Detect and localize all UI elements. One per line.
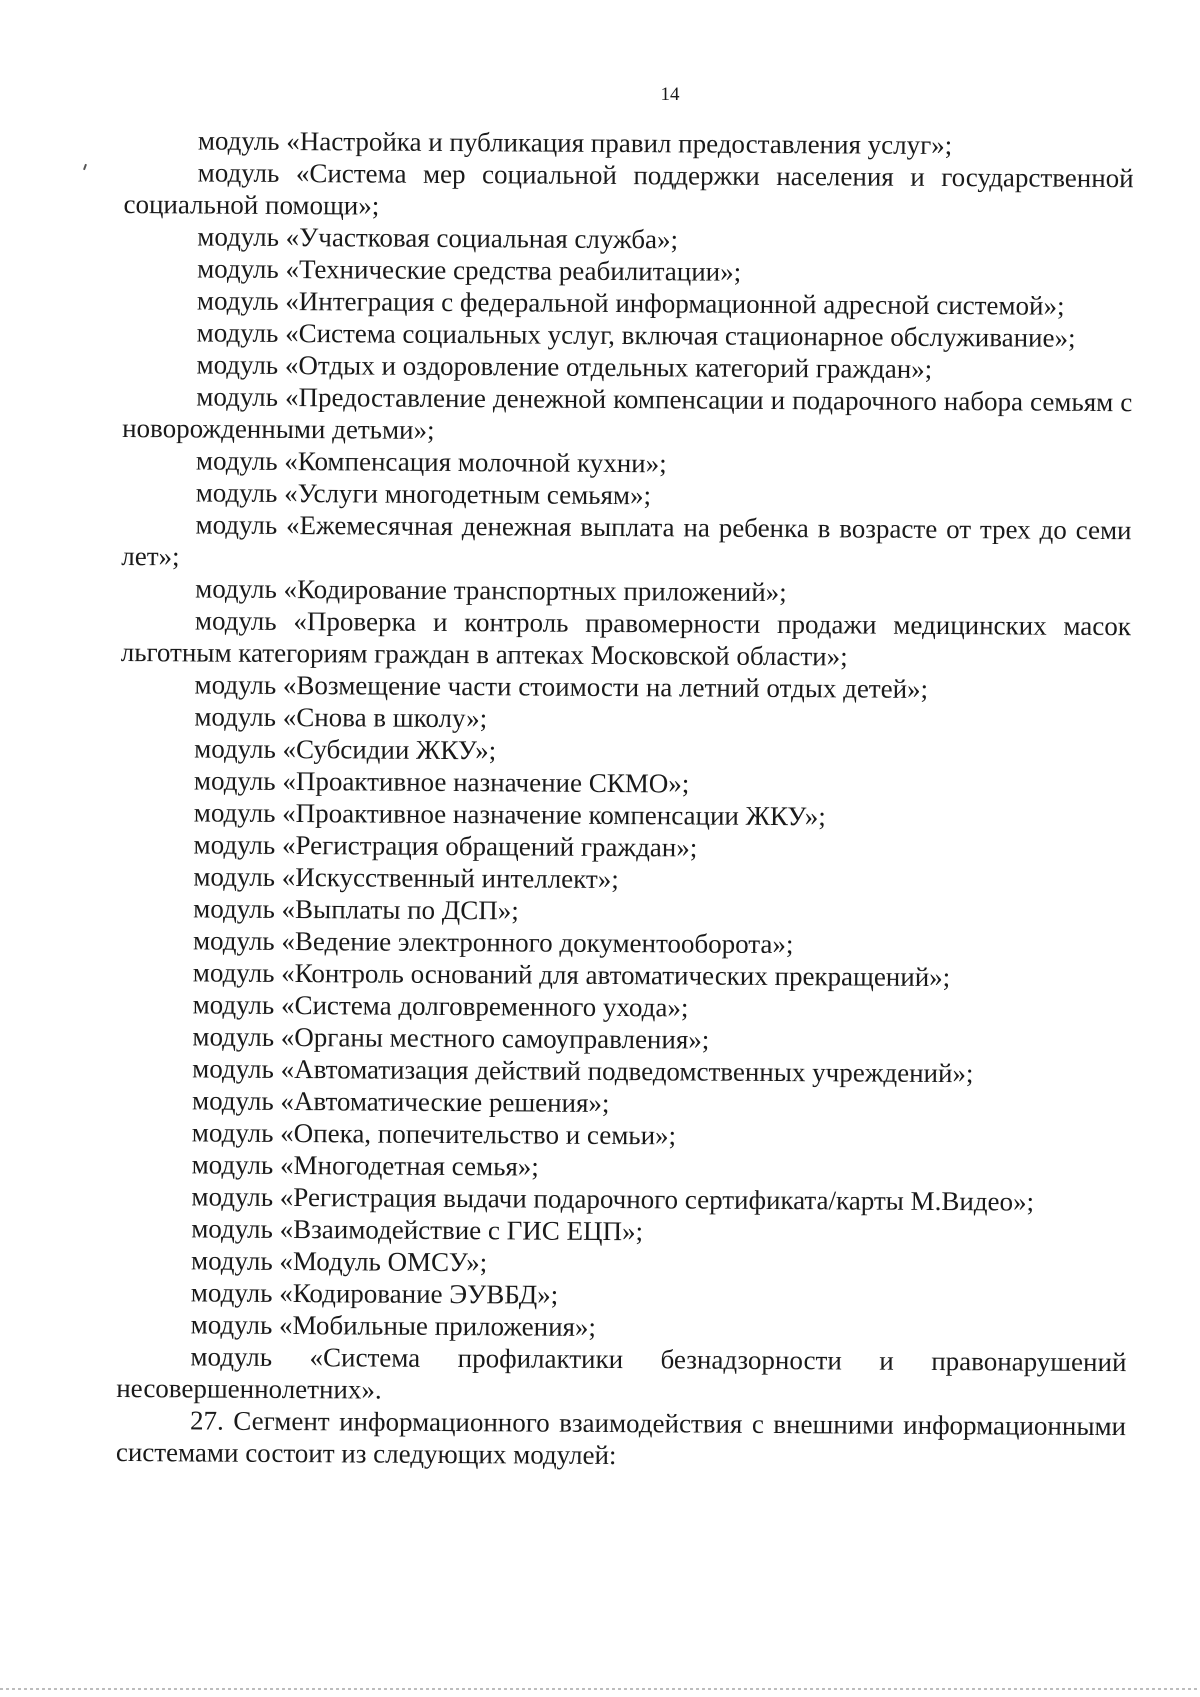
paragraph: модуль «Кодирование транспортных приложений»; — [195, 573, 787, 608]
paragraph: модуль «Проактивное назначение СКМО»; — [193, 765, 690, 799]
paragraph: модуль «Предоставление денежной компенсации и подарочного набора семьям с новорожденными детьми»; — [122, 381, 1133, 445]
scan-bottom-edge — [0, 1688, 1200, 1690]
scan-mark — [83, 164, 87, 170]
paragraph: модуль «Автоматические решения»; — [191, 1085, 610, 1118]
paragraph: модуль «Кодирование ЭУВБД»; — [190, 1277, 559, 1310]
paragraph: модуль «Интеграция с федеральной информационной адресной системой»; — [196, 285, 1065, 321]
paragraph: модуль «Искусственный интеллект»; — [193, 861, 619, 895]
paragraph: модуль «Регистрация выдачи подарочного сертификата/карты М.Видео»; — [191, 1181, 1035, 1217]
paragraph: модуль «Технические средства реабилитации»; — [197, 253, 742, 287]
paragraph: модуль «Взаимодействие с ГИС ЕЦП»; — [191, 1213, 644, 1247]
paragraph: модуль «Многодетная семья»; — [191, 1149, 539, 1182]
paragraph: модуль «Настройка и публикация правил предоставления услуг»; — [197, 125, 953, 161]
paragraph: модуль «Модуль ОМСУ»; — [190, 1245, 488, 1278]
paragraph: модуль «Участковая социальная служба»; — [197, 221, 679, 255]
paragraph: модуль «Субсидии ЖКУ»; — [194, 733, 497, 766]
paragraph: модуль «Система мер социальной поддержки населения и государственной социальной помощи»; — [123, 157, 1134, 221]
paragraph: модуль «Отдых и оздоровление отдельных категорий граждан»; — [196, 349, 933, 384]
paragraph: модуль «Мобильные приложения»; — [190, 1309, 597, 1342]
paragraph: модуль «Ежемесячная денежная выплата на ребенка в возрасте от трех до семи лет»; — [121, 509, 1132, 572]
paragraph: модуль «Система профилактики безнадзорности и правонарушений несовершеннолетних». — [116, 1341, 1127, 1405]
paragraph: модуль «Автоматизация действий подведомственных учреждений»; — [192, 1053, 974, 1089]
paragraph: модуль «Проактивное назначение компенсации ЖКУ»; — [193, 797, 826, 832]
paragraph: модуль «Система социальных услуг, включая стационарное обслуживание»; — [196, 317, 1076, 353]
paragraph: модуль «Выплаты по ДСП»; — [193, 893, 519, 926]
paragraph: модуль «Проверка и контроль правомерности продажи медицинских масок льготным категориям граждан в аптеках Московской области»; — [120, 605, 1132, 672]
paragraph: модуль «Органы местного самоуправления»; — [192, 1021, 710, 1055]
paragraph: модуль «Регистрация обращений граждан»; — [193, 829, 698, 863]
paragraph: модуль «Компенсация молочной кухни»; — [195, 445, 667, 479]
page-number: 14 — [660, 84, 680, 105]
paragraph: модуль «Контроль оснований для автоматических прекращений»; — [192, 957, 951, 993]
document-body — [116, 124, 1134, 1474]
paragraph: модуль «Ведение электронного документооборота»; — [192, 925, 794, 960]
paragraph: модуль «Система долговременного ухода»; — [192, 989, 689, 1023]
paragraph: 27. Сегмент информационного взаимодействия с внешними информационными системами состоит из следующих модулей: — [115, 1405, 1127, 1471]
paragraph: модуль «Возмещение части стоимости на летний отдых детей»; — [194, 669, 929, 704]
paragraph: модуль «Услуги многодетным семьям»; — [195, 477, 652, 511]
paragraph: модуль «Опека, попечительство и семьи»; — [191, 1117, 677, 1151]
paragraph: модуль «Снова в школу»; — [194, 701, 488, 734]
